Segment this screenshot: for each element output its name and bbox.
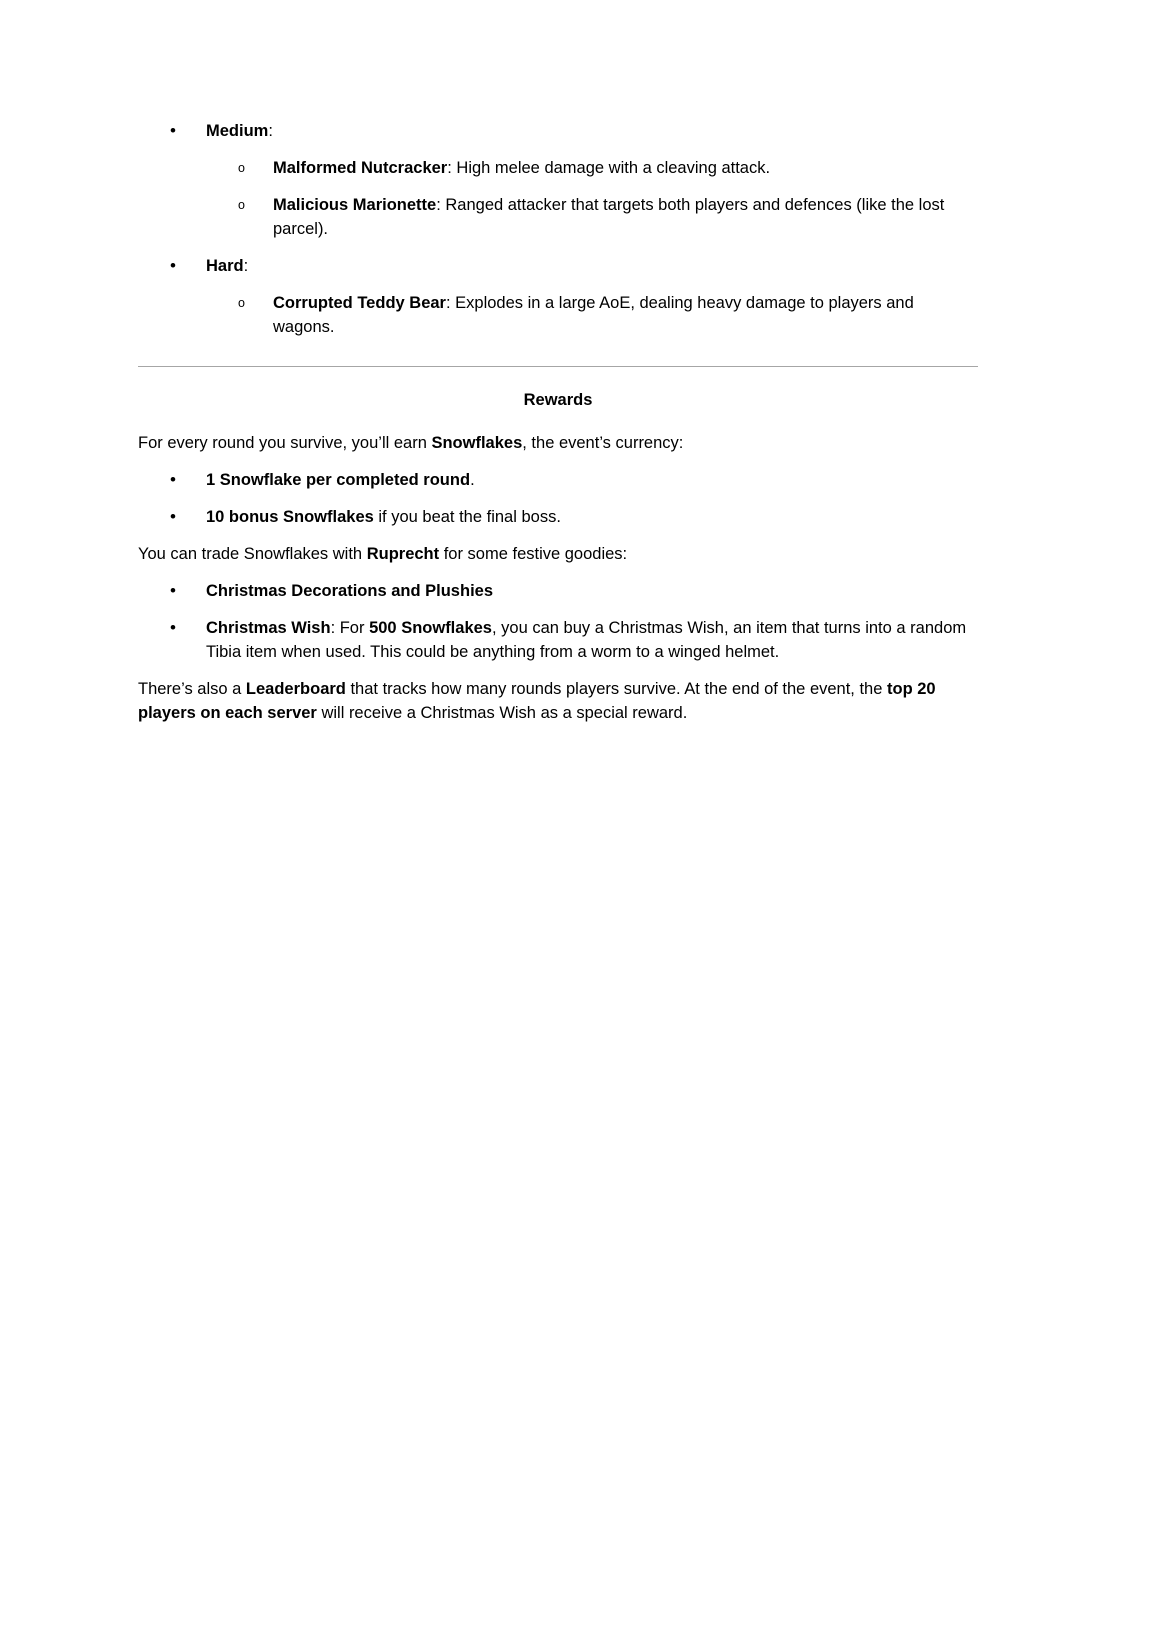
closing-mid: that tracks how many rounds players survive. At the end of the event, the: [345, 679, 887, 698]
list-item-medium: [138, 120, 978, 242]
list-item-hard: [138, 255, 978, 340]
enemy-list-medium: [206, 157, 978, 242]
closing-suffix: will receive a Christmas Wish as a special reward.: [316, 703, 688, 722]
list-item-enemy: [206, 194, 978, 242]
goodie-bold-price: 500 Snowflakes: [369, 618, 492, 637]
trade-suffix: for some festive goodies:: [439, 545, 628, 564]
list-item-enemy: [206, 157, 978, 181]
rewards-intro-prefix: For every round you survive, you’ll earn: [138, 434, 432, 453]
difficulty-label-hard: Hard: [206, 256, 244, 275]
rewards-intro-suffix: , the event’s currency:: [522, 434, 684, 453]
difficulty-label-hard-suffix: :: [243, 256, 249, 275]
enemy-description: : High melee damage with a cleaving attack.: [447, 158, 771, 177]
list-item: [138, 469, 978, 493]
enemy-description: : Explodes in a large AoE, dealing heavy damage to players and wagons.: [273, 293, 914, 336]
difficulty-label-medium: Medium: [206, 122, 269, 140]
closing-prefix: There’s also a: [138, 679, 246, 698]
list-item: [138, 580, 978, 604]
goodie-rest: : For: [330, 618, 370, 637]
earn-item-rest: if you beat the final boss.: [373, 508, 561, 527]
enemy-description: : Ranged attacker that targets both players and defences (like the lost parcel).: [273, 195, 945, 238]
closing-bold-top20: top 20 players on each server: [138, 679, 936, 722]
page-title: Rewards: [523, 391, 593, 410]
enemy-name: Malformed Nutcracker: [273, 158, 448, 177]
closing-bold-leaderboard: Leaderboard: [245, 679, 346, 698]
rewards-intro: [138, 432, 978, 456]
closing-paragraph: [138, 678, 978, 726]
difficulty-label-medium-suffix: :: [268, 122, 273, 140]
earn-list: [138, 469, 978, 530]
list-item-enemy: [206, 292, 978, 340]
earn-item-bold: 1 Snowflake per completed round: [206, 471, 471, 490]
trade-paragraph: [138, 543, 978, 567]
list-item: [138, 617, 978, 665]
goodie-rest-2: , you can buy a Christmas Wish, an item that turns into a random Tibia item when used. This could be anything from a worm to a winged helmet.: [206, 618, 967, 661]
enemy-name: Malicious Marionette: [273, 195, 437, 214]
difficulty-list: [138, 120, 978, 339]
enemy-list-hard: [206, 292, 978, 340]
goodie-bold: Christmas Decorations and Plushies: [206, 582, 494, 601]
goodie-bold: Christmas Wish: [206, 618, 331, 637]
trade-bold: Ruprecht: [366, 545, 440, 564]
section-divider: [138, 366, 978, 367]
rewards-intro-bold: Snowflakes: [431, 434, 523, 453]
document-content: [138, 120, 978, 739]
earn-item-rest: .: [470, 471, 475, 490]
list-item: [138, 506, 978, 530]
enemy-name: Corrupted Teddy Bear: [273, 293, 446, 312]
earn-item-bold: 10 bonus Snowflakes: [206, 508, 374, 527]
goodies-list: [138, 580, 978, 665]
trade-prefix: You can trade Snowflakes with: [138, 545, 367, 564]
